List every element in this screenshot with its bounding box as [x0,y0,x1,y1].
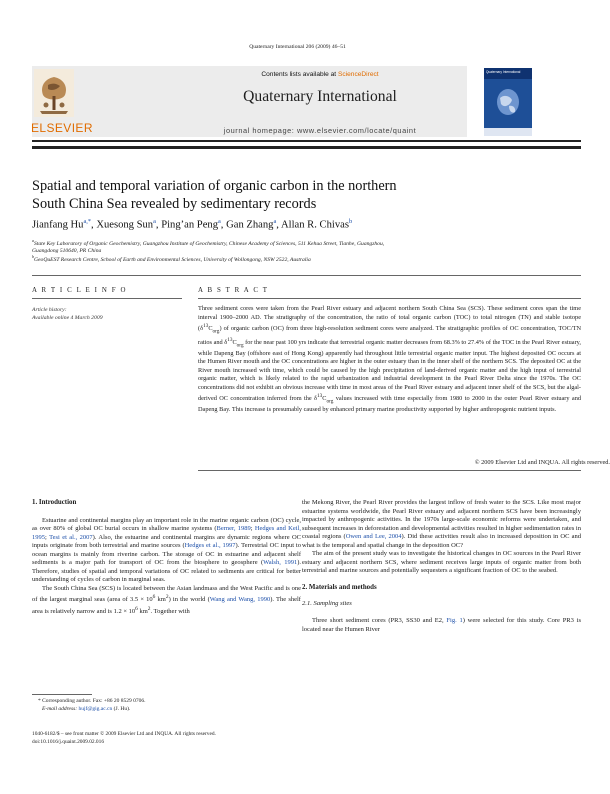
body-column-left [32,499,301,617]
intro-paragraph-2: The South China Sea (SCS) is located between the Asian landmass and the West Pacific and is one of the largest marginal seas (area of $3.5 \times 10^6$ $km^2$) in the world (Wang and Wang, 1990). The shelf area is relatively narrow and is $1.2 \times 10^6$ $km^2$. Together with [32,584,301,616]
sampling-paragraph: Three short sediment cores (PR3, SS30 and E2, Fig. 1) were selected for this study. Core PR3 is located near the Humen River [302,617,581,633]
affiliation-text: State Key Laboratory of Organic Geochemistry, Guangzhou Institute of Geochemistry, Chinese Academy of Sciences, 511 Kehua Street, Tianhe, Guangzhou, [34,240,385,247]
journal-reference: Quaternary International 206 (2009) 46–51 [249,44,346,50]
footnote-rule [32,694,92,695]
author-affiliation-mark[interactable]: a [153,218,156,225]
contents-line [172,71,468,78]
homepage-label: journal homepage: [223,126,297,135]
citation-link[interactable]: Walsh, 1991 [263,559,298,567]
citation-link[interactable]: Berner, 1989 [216,525,251,533]
author-name[interactable]: Jianfang Hu [32,219,84,231]
article-info-heading: A R T I C L E I N F O [32,287,128,294]
article-history-value: Available online 4 March 2009 [32,315,103,321]
article-title-line-2: South China Sea revealed by sedimentary records [32,196,317,212]
homepage-url[interactable]: www.elsevier.com/locate/quaint [296,126,417,135]
affiliation-text-cont: Guangdong 510640, PR China [32,248,102,255]
author-affiliation-mark[interactable]: a [218,218,221,225]
citation-link[interactable]: Hedges and Keil, 1995 [32,525,301,541]
author-name[interactable]: Ping’an Peng [161,219,218,231]
citation-link[interactable]: Owen and Lee, 2004 [345,533,402,541]
author-list: Jianfang $Hu^{a,*}$, Xuesong Sun$^a$, Ping’an Peng$^a$, Gan Zhang$^a$, Allan R. Chivas$^b$ [32,218,353,231]
affiliation-mark: a [32,238,34,243]
journal-cover [484,68,532,136]
subsection-heading-sampling: 2.1. Sampling sites [302,600,352,608]
front-matter [32,731,301,746]
article-history-label: Article history: [32,307,67,313]
cover-title: Quaternary International [486,70,521,74]
sciencedirect-link[interactable]: ScienceDirect [337,71,379,78]
section-heading-methods: 2. Materials and methods [302,583,377,591]
intro-paragraph-4: The aim of the present study was to investigate the historical changes in OC sources in the Pearl River estuary and adjacent northern SCS, where sediment receives large inputs of organic matter from both terrestrial and marine sources and potentially sequesters a significant fraction of OC to the seabed. [302,550,581,575]
email-link[interactable]: hujf@gig.ac.cn [78,705,113,712]
cover-footer-band [484,128,532,136]
cover-globe-icon [494,86,522,122]
masthead-rule-thick [32,146,581,149]
abstract-text: Three sediment cores were taken from the Pearl River estuary and adjacent northern South China Sea (SCS). These sediment cores span the time interval 1900–2000 AD. The stratigraphy of the concentration, the ratio of total organic carbon (TOC) to total nitrogen (TN) and stable isotope $(\delta^{13}C_{org})$ of organic carbon (OC) from three high-resolution sediment cores were analyzed. The stratigraphic profiles of OC concentration, TOC/TN ratios and $\delta^{13}C_{org}$ for the near past 100 yrs indicate that terrestrial organic matter decreases from 68.3% to 27.4% of the TOC in the Pearl River estuary, while Dapeng Bay (offshore east of Hong Kong) apparently had throughout little terrestrial organic matter input. The highest deposited OC occurs at the Humen River mouth and the OC concentrations are higher in the outer estuary than in the inner shelf of the northern SCS. The deposited OC at the River mouth increased with time, which could be caused by the high precipitation of land-derived organic matter and the high input of terrestrial organic matter, which is likely related to the rapid urbanization and industrial development in the Pearl River Delta since the 1970s. The OC concentrations did not exhibit an obvious increase with time in most areas of the Pearl River estuary and adjacent inner shelf of the SCS, but the algal-derived OC concentration inferred from the $\delta^{13}C_{org}$ values increased with time especially from 1980 to 2000 in the outer Pearl River estuary and Dapeng Bay. This increase is presumably caused by enhanced primary marine productivity supported by higher anthropogenic nutrient inputs. [198,305,582,414]
citation-link[interactable]: Wang and Wang, 1990 [209,596,271,604]
intro-paragraph-3: the Mekong River, the Pearl River provides the largest inflow of fresh water to the SCS. Like most major estuarine systems worldwide, the Pearl River estuary and adjacent northern SCS have been increasingly impacted by anthropogenic activities. In the 1970s large-scale economic reforms were undertaken, and subsequent increases in deforestation and developmental activities resulted in higher sedimentation rates in coastal regions (Owen and Lee, 2004). Did these activities result also in increased deposition in OC and what is the temporal and spatial change in the deposition OC? [302,499,581,549]
abstract-end-rule [198,470,581,471]
author-affiliation-mark[interactable]: a [273,218,277,225]
footnote-fax: * Corresponding author. Fax: +86 20 8529 0706. [38,698,146,704]
corresponding-author-footnote [32,698,301,713]
author-name[interactable]: Gan Zhang [226,219,274,231]
issn-line: 1040-6182/$ – see front matter © 2009 Elsevier Ltd and INQUA. All rights reserved. [32,731,216,737]
citation-link[interactable]: Hedges et al., 1997 [184,542,236,550]
intro-paragraph-1: Estuarine and continental margins play an important role in the marine organic carbon (OC) cycle, as over 80% of global OC burial occurs in shallow marine systems (Berner, 1989; Hedges and Keil, 1995; Tesi et al., 2007). Also, the estuarine and continental margins are dynamic regions where OC inputs originate from both terrestrial and marine sources (Hedges et al., 1997). Terrestrial OC input to ocean margins is mainly from riverine carbon. The storage of OC in estuarine and adjacent shelf sediments is a major path for transport of OC from the biosphere to geosphere (Walsh, 1991). Therefore, studies of spatial and temporal variations of OC related to sediments are critical for better understanding of cycles of carbon in marginal seas. [32,516,301,584]
masthead-rule [32,140,581,142]
copyright-line: © 2009 Elsevier Ltd and INQUA. All rights reserved. [474,459,610,466]
journal-homepage [172,126,468,135]
author-name[interactable]: Xuesong Sun [96,219,154,231]
elsevier-tree-logo [34,69,74,117]
affiliation-b [32,253,572,264]
citation-link[interactable]: Tesi et al., 2007 [49,533,93,541]
article-title [32,177,502,213]
footnote-email: E-mail address: hujf@gig.ac.cn (J. Hu). [42,705,131,712]
affiliation-rule [32,275,581,276]
article-title-line-1: Spatial and temporal variation of organic carbon in the northern [32,178,397,194]
author-affiliation-mark[interactable]: b [348,218,353,225]
author-affiliation-mark[interactable]: a,* [83,218,92,225]
affiliation-text: GeoQuEST Research Centre, School of Earth and Environmental Sciences, University of Wollongong, NSW 2522, Australia [34,256,311,263]
affiliation-mark: b [32,254,34,259]
figure-link[interactable]: Fig. 1 [446,617,463,625]
journal-title: Quaternary International [243,88,397,105]
contents-prefix: Contents lists available at [261,71,338,78]
abstract-rule [198,298,581,299]
author-name[interactable]: Allan R. Chivas [280,219,349,231]
article-info-rule [32,298,182,299]
abstract-heading: A B S T R A C T [198,287,269,294]
doi-line[interactable]: doi:10.1016/j.quaint.2009.02.016 [32,738,105,745]
elsevier-wordmark: ELSEVIER [31,121,93,135]
body-column-right [302,499,581,634]
section-heading-introduction: 1. Introduction [32,499,77,506]
